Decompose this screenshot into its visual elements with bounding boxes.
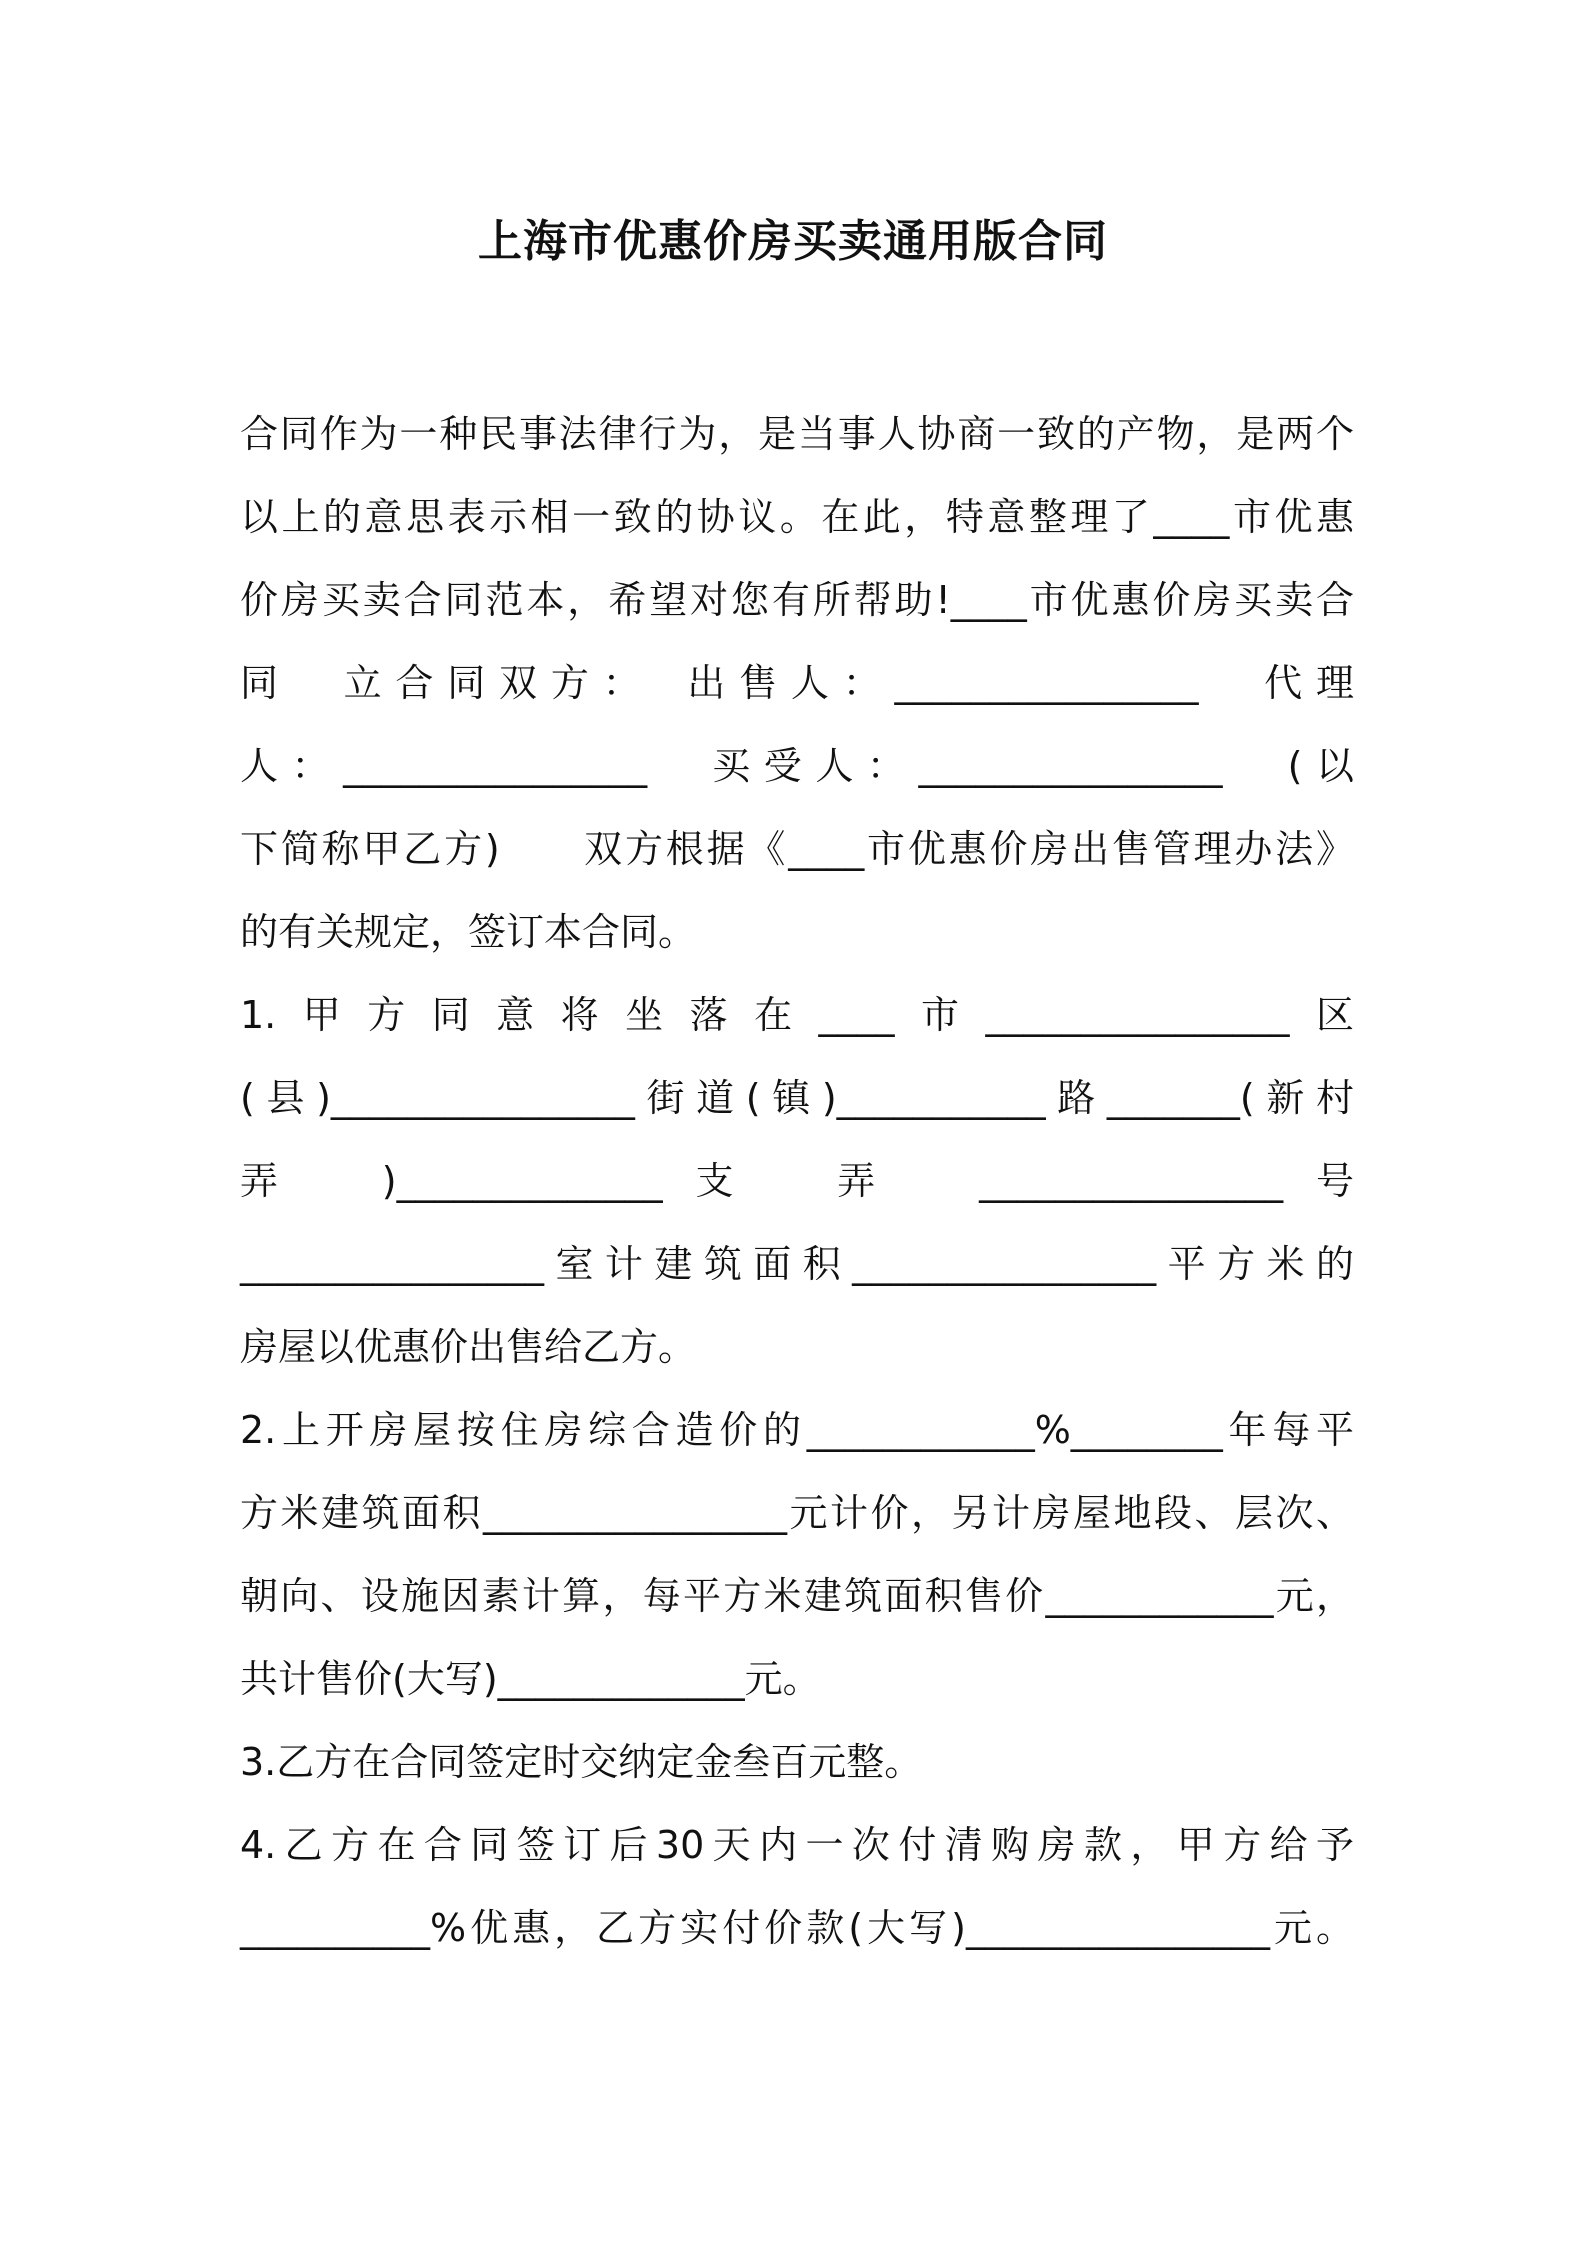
body-line-12: 房屋以优惠价出售给乙方。 <box>240 1325 697 1369</box>
body-line-11: ________________室计建筑面积________________平方米的 <box>240 1242 1354 1286</box>
body-line-14: 方米建筑面积________________元计价，另计房屋地段、层次、 <box>240 1491 1354 1535</box>
document-title: 上海市优惠价房买卖通用版合同 <box>478 216 1108 267</box>
body-line-8: 1.甲方同意将坐落在____市________________区 <box>240 993 1354 1037</box>
body-line-15: 朝向、设施因素计算，每平方米建筑面积售价____________元， <box>240 1574 1354 1618</box>
body-line-9: (县)________________街道(镇)___________路_______(新村 <box>240 1076 1354 1120</box>
body-line-7: 的有关规定，签订本合同。 <box>240 910 697 954</box>
body-line-17: 3.乙方在合同签定时交纳定金叁百元整。 <box>240 1740 923 1784</box>
body-line-10: 弄 )______________支 弄 ________________号 <box>240 1159 1354 1203</box>
body-line-13: 2.上开房屋按住房综合造价的____________%________年每平 <box>240 1408 1354 1452</box>
body-line-18: 4.乙方在合同签订后30天内一次付清购房款，甲方给予 <box>240 1823 1354 1867</box>
body-line-16: 共计售价(大写)_____________元。 <box>240 1657 821 1701</box>
body-line-6: 下简称甲乙方) 双方根据《____市优惠价房出售管理办法》 <box>240 827 1354 871</box>
body-line-19: __________%优惠，乙方实付价款(大写)________________元。 <box>240 1906 1354 1950</box>
body-line-5: 人：________________ 买受人：________________ (以 <box>240 744 1354 788</box>
body-line-3: 价房买卖合同范本，希望对您有所帮助!____市优惠价房买卖合 <box>240 578 1354 622</box>
body-line-1: 合同作为一种民事法律行为，是当事人协商一致的产物，是两个 <box>240 412 1354 456</box>
body-line-4: 同 立合同双方： 出售人：________________ 代理 <box>240 661 1354 705</box>
body-line-2: 以上的意思表示相一致的协议。在此，特意整理了____市优惠 <box>240 495 1354 539</box>
